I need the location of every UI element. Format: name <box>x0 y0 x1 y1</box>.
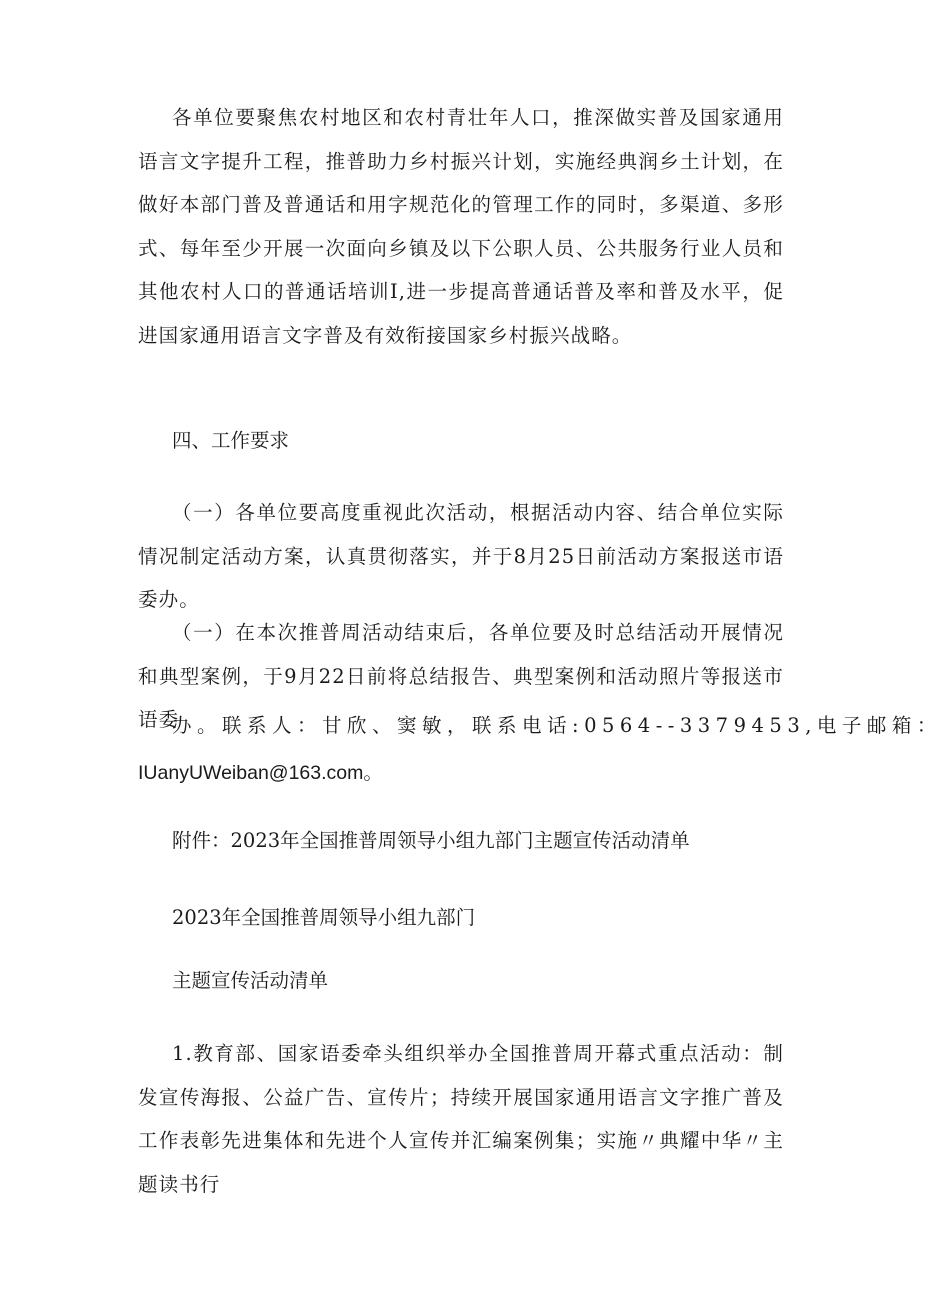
contact-email: IUanyUWeiban@163.com。 <box>138 762 383 784</box>
contact-line: 办。联系人：甘欣、窦敏，联系电话:0564--3379453,电子邮箱： <box>172 714 942 737</box>
list-item-1: 1.教育部、国家语委牵头组织举办全国推普周开幕式重点活动：制发宣传海报、公益广告、宣传片；持续开展国家通用语言文字推广普及工作表彰先进集体和先进个人宣传并汇编案例集；实施〃典耀中华〃主题读书行 <box>138 1042 784 1196</box>
list-title-line-2: 主题宣传活动清单 <box>172 969 329 992</box>
paragraph-rural-promotion: 各单位要聚焦农村地区和农村青壮年人口，推深做实普及国家通用语言文字提升工程，推普助力乡村振兴计划，实施经典润乡土计划，在做好本部门普及普通话和用字规范化的管理工作的同时，多渠道、多形式、每年至少开展一次面向乡镇及以下公职人员、公共服务行业人员和其他农村人口的普通话培训I,进一步提高普通话普及率和普及水平，促进国家通用语言文字普及有效衔接国家乡村振兴战略。 <box>138 106 784 347</box>
attachment-line: 附件：2023年全国推普周领导小组九部门主题宣传活动清单 <box>172 829 690 852</box>
list-title-line-1: 2023年全国推普周领导小组九部门 <box>172 906 476 929</box>
paragraph-requirement-1: （一）各单位要高度重视此次活动，根据活动内容、结合单位实际情况制定活动方案，认真贯彻落实，并于8月25日前活动方案报送市语委办。 <box>138 501 784 611</box>
paragraph-requirement-2: （一）在本次推普周活动结束后，各单位要及时总结活动开展情况和典型案例，于9月22日前将总结报告、典型案例和活动照片等报送市语委 <box>138 621 784 731</box>
section-heading-work-requirements: 四、工作要求 <box>172 429 290 452</box>
